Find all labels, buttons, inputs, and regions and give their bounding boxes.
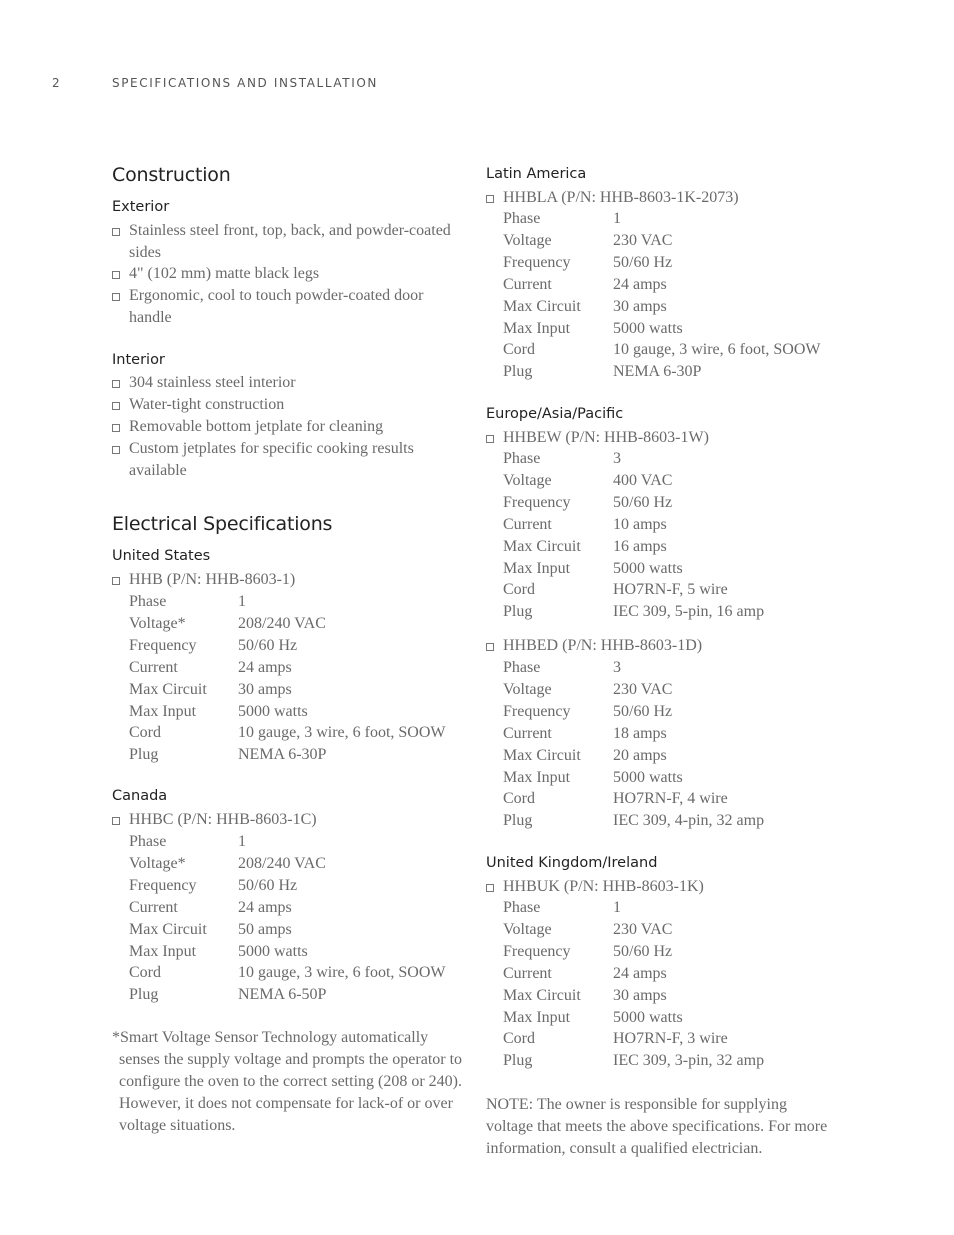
spec-label: Cord	[503, 341, 535, 359]
bullet-square-icon	[112, 577, 120, 585]
spec-label: Plug	[503, 812, 533, 830]
bullet-square-icon	[112, 271, 120, 279]
bullet-square-icon	[486, 643, 494, 651]
spec-label: Plug	[503, 603, 533, 621]
spec-value: 24 amps	[613, 275, 667, 293]
spec-value: 400 VAC	[613, 471, 673, 489]
spec-label: Plug	[129, 986, 159, 1004]
spec-value: HO7RN-F, 5 wire	[613, 581, 728, 599]
list-item: 4" (102 mm) matte black legs	[112, 263, 452, 285]
spec-label: Max Input	[129, 942, 197, 960]
spec-value: IEC 309, 3-pin, 32 amp	[613, 1052, 765, 1070]
spec-label: Phase	[129, 593, 167, 610]
spec-value: 5000 watts	[613, 768, 683, 786]
spec-value: 24 amps	[238, 898, 292, 916]
spec-value: 30 amps	[613, 986, 667, 1004]
spec-label: Voltage	[503, 231, 552, 249]
spec-value: 50 amps	[238, 920, 292, 938]
bullet-square-icon	[112, 446, 120, 454]
spec-label: Cord	[503, 581, 535, 599]
spec-label: Current	[503, 724, 552, 742]
spec-label: Current	[503, 964, 552, 982]
region-heading-europe: Europe/Asia/Pacific	[486, 406, 624, 422]
spec-value: 3	[613, 659, 621, 676]
spec-label: Plug	[503, 1052, 533, 1070]
model-item: HHBED (P/N: HHB-8603-1D)	[486, 635, 906, 657]
region-heading-canada: Canada	[112, 788, 168, 804]
spec-value: IEC 309, 4-pin, 32 amp	[613, 812, 765, 830]
spec-label: Max Circuit	[503, 746, 581, 764]
spec-value: 1	[613, 210, 621, 227]
bullet-square-icon	[486, 195, 494, 203]
spec-value: 1	[238, 833, 246, 850]
spec-label: Phase	[503, 210, 541, 227]
bullet-square-icon	[112, 817, 120, 825]
spec-label: Cord	[503, 790, 535, 808]
spec-value: 20 amps	[613, 746, 667, 764]
spec-label: Frequency	[503, 253, 571, 271]
spec-label: Max Input	[503, 1008, 571, 1026]
list-item: Ergonomic, cool to touch powder-coated door handle	[112, 285, 467, 329]
page-number: 2	[52, 76, 62, 90]
spec-value: 1	[613, 899, 621, 916]
region-heading-latin-america: Latin America	[486, 166, 587, 182]
spec-value: 5000 watts	[613, 559, 683, 577]
spec-label: Max Circuit	[129, 680, 207, 698]
spec-value: HO7RN-F, 4 wire	[613, 790, 728, 808]
spec-label: Max Input	[503, 319, 571, 337]
spec-value: 1	[238, 593, 246, 610]
spec-label: Max Circuit	[503, 986, 581, 1004]
spec-value: 18 amps	[613, 724, 667, 742]
list-item: 304 stainless steel interior	[112, 372, 452, 394]
spec-label: Cord	[129, 964, 161, 982]
bullet-square-icon	[112, 424, 120, 432]
bullet-square-icon	[112, 380, 120, 388]
spec-label: Current	[503, 275, 552, 293]
spec-label: Frequency	[503, 942, 571, 960]
list-item: Stainless steel front, top, back, and powder-coated sides	[112, 220, 452, 264]
spec-label: Voltage	[503, 920, 552, 938]
bullet-square-icon	[112, 293, 120, 301]
construction-heading: Construction	[112, 164, 231, 186]
spec-value: HO7RN-F, 3 wire	[613, 1030, 728, 1048]
bullet-square-icon	[112, 402, 120, 410]
model-item: HHBC (P/N: HHB-8603-1C)	[112, 809, 472, 831]
spec-label: Voltage	[503, 471, 552, 489]
spec-label: Frequency	[129, 876, 197, 894]
electrical-heading: Electrical Specifications	[112, 513, 333, 535]
region-heading-us: United States	[112, 548, 211, 564]
spec-label: Phase	[129, 833, 167, 850]
spec-value: 50/60 Hz	[238, 636, 298, 654]
model-item: HHBUK (P/N: HHB-8603-1K)	[486, 876, 906, 898]
spec-label: Cord	[129, 724, 161, 742]
bullet-square-icon	[486, 435, 494, 443]
spec-value: NEMA 6-50P	[238, 986, 327, 1004]
spec-value: IEC 309, 5-pin, 16 amp	[613, 603, 765, 621]
list-item: Water-tight construction	[112, 394, 452, 416]
spec-value: 24 amps	[238, 658, 292, 676]
spec-value: 24 amps	[613, 964, 667, 982]
spec-value: 230 VAC	[613, 920, 673, 938]
model-item: HHBLA (P/N: HHB-8603-1K-2073)	[486, 187, 906, 209]
spec-label: Plug	[129, 746, 159, 764]
spec-label: Cord	[503, 1030, 535, 1048]
spec-label: Max Input	[503, 768, 571, 786]
interior-heading: Interior	[112, 352, 165, 368]
spec-label: Frequency	[503, 493, 571, 511]
spec-value: 10 amps	[613, 515, 667, 533]
spec-value: 50/60 Hz	[613, 493, 673, 511]
bullet-square-icon	[112, 228, 120, 236]
owner-note: NOTE: The owner is responsible for supplying voltage that meets the above specifications. For more information, consult a qualified electrician.	[486, 1096, 828, 1157]
spec-label: Voltage	[503, 680, 552, 698]
spec-value: 10 gauge, 3 wire, 6 foot, SOOW	[238, 964, 446, 982]
spec-label: Phase	[503, 450, 541, 467]
spec-label: Max Circuit	[503, 297, 581, 315]
spec-label: Phase	[503, 899, 541, 916]
voltage-footnote: *Smart Voltage Sensor Technology automatically senses the supply voltage and prompts the operator to configure the oven to the correct setting (208 or 240). However, it does not compensate for lack-of or over voltage situations.	[112, 1029, 463, 1134]
spec-value: 208/240 VAC	[238, 854, 326, 872]
spec-label: Voltage*	[129, 614, 186, 632]
spec-label: Frequency	[503, 702, 571, 720]
spec-value: 50/60 Hz	[238, 876, 298, 894]
list-item: Custom jetplates for specific cooking results available	[112, 438, 452, 482]
spec-value: NEMA 6-30P	[238, 746, 327, 764]
spec-value: 30 amps	[613, 297, 667, 315]
spec-value: 30 amps	[238, 680, 292, 698]
spec-label: Voltage*	[129, 854, 186, 872]
model-item: HHB (P/N: HHB-8603-1)	[112, 569, 472, 591]
spec-value: 5000 watts	[238, 702, 308, 720]
spec-value: 10 gauge, 3 wire, 6 foot, SOOW	[238, 724, 446, 742]
spec-value: 3	[613, 450, 621, 467]
spec-value: 230 VAC	[613, 231, 673, 249]
spec-value: 5000 watts	[238, 942, 308, 960]
spec-label: Phase	[503, 659, 541, 676]
spec-label: Current	[503, 515, 552, 533]
spec-label: Max Circuit	[503, 537, 581, 555]
exterior-heading: Exterior	[112, 199, 170, 215]
spec-value: 5000 watts	[613, 1008, 683, 1026]
spec-value: 50/60 Hz	[613, 253, 673, 271]
spec-value: 10 gauge, 3 wire, 6 foot, SOOW	[613, 341, 821, 359]
spec-label: Max Circuit	[129, 920, 207, 938]
bullet-square-icon	[486, 884, 494, 892]
spec-label: Plug	[503, 363, 533, 381]
spec-value: 16 amps	[613, 537, 667, 555]
spec-label: Max Input	[129, 702, 197, 720]
spec-label: Current	[129, 898, 178, 916]
spec-value: 50/60 Hz	[613, 702, 673, 720]
spec-label: Frequency	[129, 636, 197, 654]
spec-value: 230 VAC	[613, 680, 673, 698]
spec-value: NEMA 6-30P	[613, 363, 702, 381]
spec-value: 208/240 VAC	[238, 614, 326, 632]
model-item: HHBEW (P/N: HHB-8603-1W)	[486, 427, 906, 449]
list-item: Removable bottom jetplate for cleaning	[112, 416, 452, 438]
running-title: SPECIFICATIONS AND INSTALLATION	[112, 76, 378, 90]
region-heading-uk: United Kingdom/Ireland	[486, 855, 658, 871]
spec-label: Max Input	[503, 559, 571, 577]
spec-label: Current	[129, 658, 178, 676]
spec-value: 5000 watts	[613, 319, 683, 337]
spec-value: 50/60 Hz	[613, 942, 673, 960]
